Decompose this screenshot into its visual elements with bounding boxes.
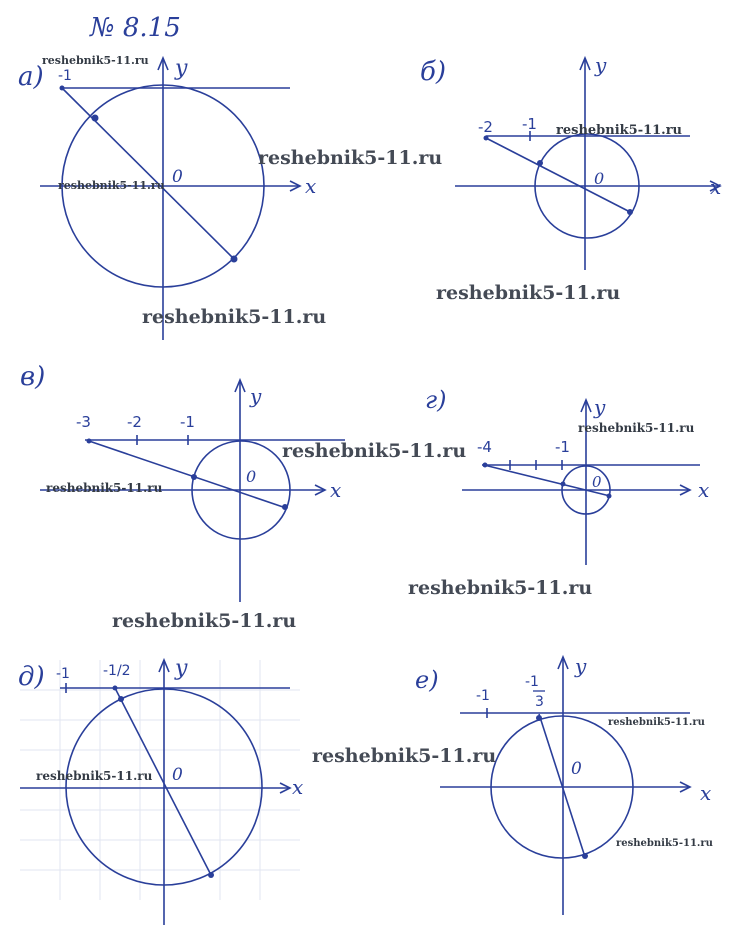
tick-label-numerator: -1 [525, 674, 539, 690]
watermark: reshebnik5-11.ru [312, 745, 497, 767]
tick-label: -1 [555, 438, 570, 456]
y-axis-label: y [175, 56, 188, 81]
panel-a [40, 58, 300, 340]
tick-label: -2 [127, 413, 142, 431]
watermark: reshebnik5-11.ru [556, 123, 683, 138]
panel-letter: в) [20, 362, 46, 392]
point-intersection-1 [191, 474, 197, 480]
watermark: reshebnik5-11.ru [36, 769, 153, 783]
panel-letter: б) [420, 57, 447, 87]
point-tangent [113, 686, 118, 691]
tick-label: -1 [58, 68, 72, 84]
tick-label: -3 [76, 413, 91, 431]
origin-label: 0 [246, 467, 257, 486]
y-axis-label: y [250, 384, 262, 408]
tick-label: -1 [476, 688, 490, 704]
panel-letter: д) [18, 662, 45, 692]
point-intersection-2 [282, 504, 288, 510]
point-tangent [60, 86, 65, 91]
ray-line [486, 138, 632, 213]
point-intersection-2 [627, 209, 633, 215]
ray-line [539, 714, 585, 857]
point-intersection-1 [536, 715, 542, 721]
origin-label: 0 [592, 473, 602, 491]
x-axis-label: x [710, 175, 722, 199]
watermark: reshebnik5-11.ru [42, 54, 149, 67]
ray-line [89, 441, 286, 508]
y-axis-label: y [575, 654, 587, 678]
watermark: reshebnik5-11.ru [142, 306, 327, 328]
problem-number: № 8.15 [90, 13, 181, 43]
point-intersection-2 [582, 853, 588, 859]
ray-line [62, 88, 234, 259]
x-axis-label: x [305, 174, 317, 198]
tick-label: -1/2 [103, 663, 131, 679]
tick-label: -1 [56, 666, 70, 682]
point-tangent [484, 136, 489, 141]
point-intersection-1 [537, 160, 543, 166]
point-intersection-1 [561, 482, 566, 487]
y-axis-label: y [175, 656, 188, 681]
watermark: reshebnik5-11.ru [46, 481, 163, 495]
panel-letter: е) [415, 666, 439, 694]
x-axis-label: x [330, 478, 342, 502]
x-axis-label: x [700, 781, 712, 805]
point-intersection-2 [231, 256, 238, 263]
tick-label: -1 [180, 413, 195, 431]
watermark: reshebnik5-11.ru [258, 147, 443, 169]
panel-letter: г) [425, 386, 447, 414]
watermark: reshebnik5-11.ru [616, 838, 713, 849]
watermark: reshebnik5-11.ru [58, 179, 165, 192]
watermark: reshebnik5-11.ru [436, 282, 621, 304]
y-axis-label: y [595, 53, 607, 77]
watermark: reshebnik5-11.ru [112, 610, 297, 632]
y-axis-label: y [594, 395, 606, 419]
watermark: reshebnik5-11.ru [282, 440, 467, 462]
panel-b [455, 58, 720, 270]
tick-label: -2 [478, 118, 493, 136]
tick-label: -4 [477, 438, 492, 456]
origin-label: 0 [172, 765, 183, 785]
origin-label: 0 [571, 759, 582, 779]
point-intersection-2 [607, 494, 612, 499]
watermark: reshebnik5-11.ru [408, 577, 593, 599]
tick-label: -1 [522, 115, 537, 133]
origin-label: 0 [594, 169, 605, 188]
point-tangent [87, 439, 92, 444]
x-axis-label: x [698, 478, 710, 502]
origin-label: 0 [172, 167, 183, 187]
point-intersection-1 [118, 696, 124, 702]
x-axis-label: x [292, 775, 304, 799]
point-intersection-1 [92, 115, 99, 122]
panel-letter: а) [18, 62, 44, 92]
tick-label-denominator: 3 [535, 694, 544, 710]
point-intersection-2 [208, 872, 214, 878]
point-tangent [483, 463, 488, 468]
watermark: reshebnik5-11.ru [608, 717, 705, 728]
watermark: reshebnik5-11.ru [578, 421, 695, 435]
